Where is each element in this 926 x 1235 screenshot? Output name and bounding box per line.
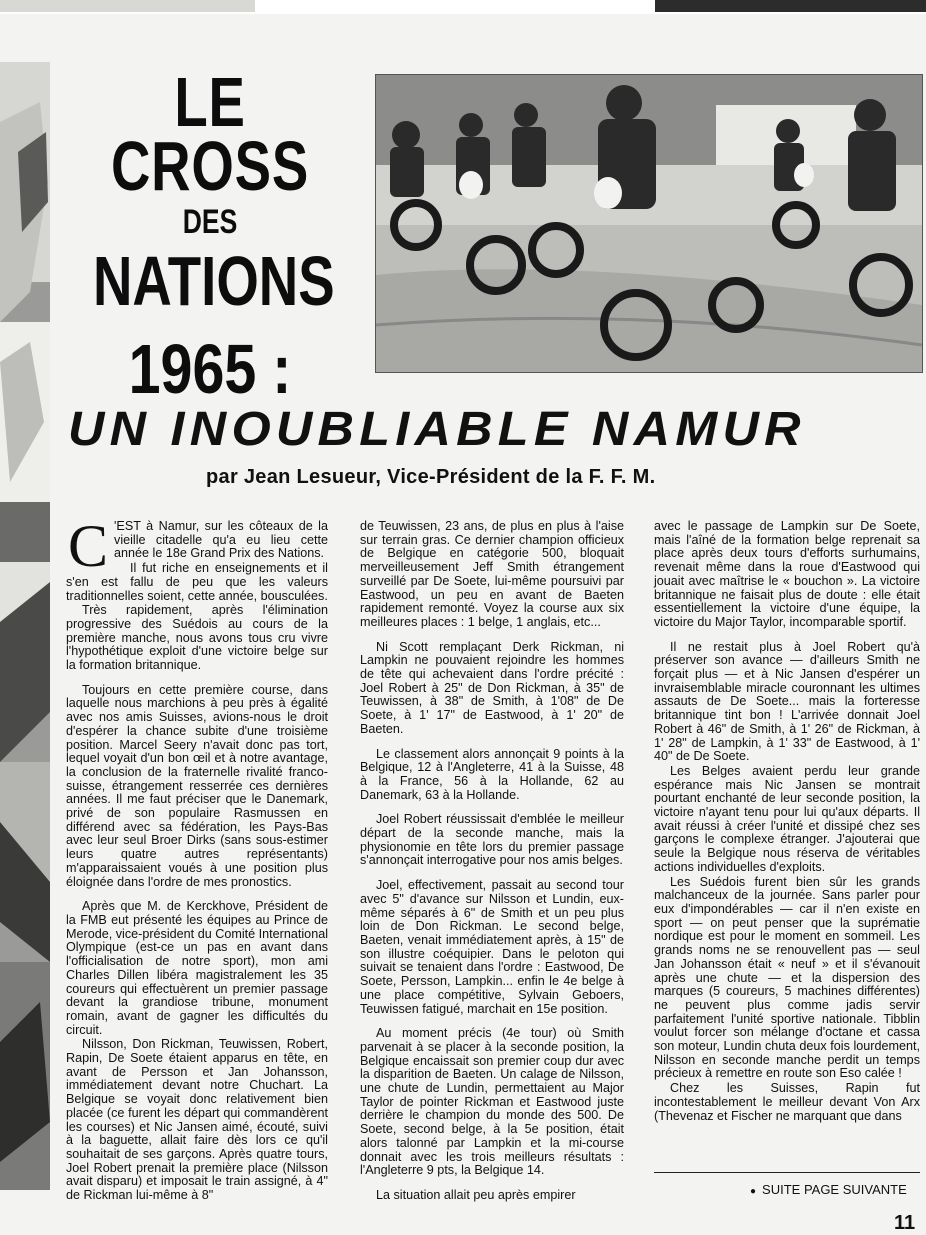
title-line-1: LE CROSS	[110, 63, 310, 205]
paragraph: Très rapidement, après l'élimination progressive des Suédois au cours de la première manche, nous avons tous cru vivre l'hypothétique exploit d'une victoire belge sur la formation britannique.	[66, 603, 328, 673]
paragraph: C 'EST à Namur, sur les côteaux de la vieille citadelle qu'a eu lieu cette année le 18e Grand Prix des Nations.	[68, 513, 328, 579]
title-line-2: DES	[182, 203, 238, 241]
left-edge-photo	[0, 62, 50, 1190]
article-title	[60, 63, 360, 408]
paragraph: Au moment précis (4e tour) où Smith parvenait à se placer à la seconde position, la Belgique encaissait son premier coup dur avec la disparition de Baeten. Un calage de Nilsson, une chute de Lundin, permettaient au Major Taylor de pointer Rickman et Eastwood juste derrière le champion du monde des 500. De Soete, second belge, à la 5e position, était alors talonné par Lampkin et la mi-course donnait avec les trois meilleurs résultats : l'Angleterre 9 pts, la Belgique 14.	[360, 1026, 624, 1178]
previous-page-fragment-dark	[655, 0, 926, 12]
top-page-edge	[0, 0, 926, 14]
headline-text: UN INOUBLIABLE NAMUR	[68, 403, 806, 456]
paragraph: Après que M. de Kerckhove, Président de la FMB eut présenté les équipes au Prince de Merode, vice-président du Comité International Olympique (est-ce un pas en avant dans l'officialisation de notre sport), mon ami Charles Dillen libéra magistralement les 35 coureurs qui effectuèrent un premier passage devant la grandiose tribune, monument romain, avant de gagner les difficultés du circuit.	[66, 899, 328, 1037]
motocross-race-photo	[375, 74, 923, 373]
paragraph: Toujours en cette première course, dans laquelle nous marchions à peu près à égalité avec nos amis Suisses, avions-nous le droit d'espérer la chance subite d'une troisième position. Marcel Seery n'avait donc pas tort, lequel voyait d'un bon œil et à notre avantage, la conclusion de la fraternelle rivalité franco-suisse, étrangement resserrée ces dernières années. Il me faut préciser que le Danemark, privé de son populaire Rasmussen en différend avec sa fédération, les Pays-Bas avec leur seul Broer Dirks (sans sous-estimer leurs quatre autres représentants) m'apparaissaient voués à une position plus éloignée dans l'ordre de mes pronostics.	[66, 682, 328, 889]
headline	[68, 400, 920, 460]
paragraph: Ni Scott remplaçant Derk Rickman, ni Lampkin ne pouvaient rejoindre les hommes de tête qui achevaient dans l'ordre précité : Joel Robert à 25" de Don Rickman, à 35" de Teuwissen, à 38" de Smith, à 1'08" de De Soete, à 1' 17" de Eastwood, à 1' 20" de Baeten.	[360, 639, 624, 736]
paragraph: Chez les Suisses, Rapin fut incontestablement le meilleur devant Von Arx (Thevenaz et Fischer ne marquant que dans	[654, 1081, 920, 1123]
paragraph: Joel Robert réussissait d'emblée le meilleur départ de la seconde manche, mais la physionomie en tête lors du premier passage s'annonçait interrogative pour nos amis belges.	[360, 812, 624, 868]
paragraph: La situation allait peu après empirer	[376, 1187, 576, 1202]
paragraph: de Teuwissen, 23 ans, de plus en plus à l'aise sur terrain gras. Ce dernier champion officieux de Belgique en catégorie 500, bloquait merveilleusement Jeff Smith étrangement surveillé par De Soete, lui-même poursuivi par Eastwood, un peu en avant de Baeten rapidement remonté. Voyez la course aux six meilleures places : 1 belge, 1 anglais, etc...	[360, 519, 624, 629]
previous-page-fragment	[0, 0, 255, 12]
paragraph: Le classement alors annonçait 9 points à la Belgique, 12 à l'Angleterre, 41 à la Suisse, 48 à la France, 56 à la Hollande, 62 au Danemark, 63 à la Hollande.	[360, 746, 624, 802]
drop-cap: C	[68, 513, 109, 579]
paragraph: Les Suédois furent bien sûr les grands malchanceux de la journée. Sans parler pour eux d'impondérables — car il n'en existe en sport — on peut penser que la suprématie nordique est pour le moment en sommeil. Les grands noms ne se renouvellent pas — seul Jan Johansson était « neuf » et il s'évanouit après une chute — et la dispersion des marques (5 coureurs, 5 machines différentes) ne peuvent plus comme jadis servir parfaitement l'unité sportive nationale. Tibblin voulut forcer son mélange d'octane et cassa son moteur, Lundin chuta deux fois lourdement, Nilsson en seconde manche perdit un temps précieux à remettre en route son Eso calée !	[654, 874, 920, 1081]
byline: par Jean Lesueur, Vice-Président de la F. F. M.	[206, 466, 656, 488]
page-number: 11	[894, 1212, 916, 1234]
continued-next-page: ● SUITE PAGE SUIVANTE	[750, 1182, 907, 1197]
paragraph: Joel, effectivement, passait au second tour avec 5" d'avance sur Nilsson et Lundin, eux-même séparés à 6" de Smith et un peu plus loin de Don Rickman. Le second belge, Baeten, venait immédiatement après, à 15" de son illustre coéquipier. Dans le peloton qui suivait se tenaient dans l'ordre : Eastwood, De Soete, Persson, Lampkin... enfin le 4e belge à une place compétitive, Sylvain Geboers, Teuwissen fatigué, marchait en 15e position.	[360, 878, 624, 1016]
paragraph: Il fut riche en enseignements et il s'en est fallu de peu que les valeurs traditionnelles soient, cette année, bousculées.	[66, 561, 328, 603]
paragraph: avec le passage de Lampkin sur De Soete, mais l'aîné de la formation belge reprenait sa place après deux tours d'efforts surhumains, revenait même dans la roue d'Eastwood qui jouait avec maîtrise le « bouchon ». La victoire britannique ne faisait plus de doute : elle était essentiellement la victoire d'une équipe, la victoire du Major Taylor, incomparable sportif.	[654, 519, 920, 629]
paragraph: Il ne restait plus à Joel Robert qu'à préserver son avance — d'ailleurs Smith ne forçait plus — et à Nic Jansen d'espérer un invraisemblable miracle couronnant les ultimes assauts de De Soete... mais la forteresse britannique tint bon ! L'arrivée donnait Joel Robert à 46" de Smith, à 1' 26" de Rickman, à 1' 28" de Lampkin, à 1' 33" de Eastwood, à 1' 40" de De Soete.	[654, 639, 920, 764]
title-line-3: NATIONS	[93, 242, 335, 320]
footer-rule	[654, 1172, 920, 1173]
paragraph: Nilsson, Don Rickman, Teuwissen, Robert, Rapin, De Soete étaient apparus en tête, en avant de Persson et Jan Johansson, immédiatement devant notre Chuchart. La Belgique se voyait donc relativement bien placée (ce furent les départ qui commandèrent les courses) et Nic Jansen aimé, écouté, suivi à la baguette, allait faire dès lors ce qu'il souhaitait de ses garçons. Après quatre tours, Joel Robert prenait la première place (Nilsson avait disparu) et imposait le train assigné, à 4" de Rickman lui-même à 8"	[66, 1037, 328, 1203]
title-line-4: 1965 :	[128, 330, 292, 408]
paragraph: Les Belges avaient perdu leur grande espérance mais Nic Jansen se montrait pourtant enchanté de leur seconde position, la victoire n'ayant tenu pour lui qu'aux départs. Il avait réussi à créer l'unité et dissipé chez ses garçons le complexe étranger. J'ajouterai que seule la Belgique nous réserva de véritables actions individuelles d'exploits.	[654, 763, 920, 874]
bullet-icon: ●	[750, 1186, 757, 1197]
article-column-1	[66, 513, 328, 1203]
article-column-3	[654, 520, 920, 1123]
article-column-2	[360, 520, 624, 1203]
